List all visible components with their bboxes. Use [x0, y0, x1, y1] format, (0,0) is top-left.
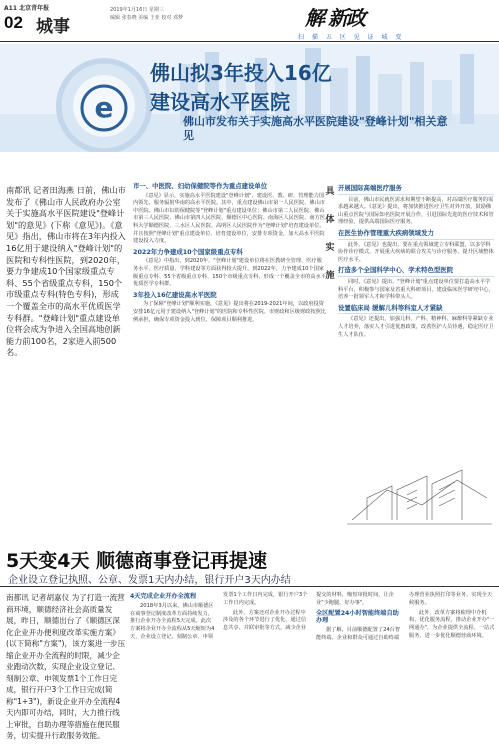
- lead-headline-line1: 佛山拟3年投入16亿: [150, 61, 332, 85]
- right-section-text: 同时，《意见》提出，"登峰计划"重点建设单位要打造高水平学科平台，积极参与国家及省重大科研项目，建设临床医学研究中心，培养一批领军人才和学科带头人。: [338, 278, 494, 301]
- vertical-label-char: 体: [325, 215, 335, 225]
- second-intro: 南都讯 记者胡嘉仪 为了打造一流营商环境，顺德经济社会高质量发展，昨日，顺德出台了《顺德区深化企业开办便利度改革实施方案》(以下简称"方案")，该方案进一步压缩企业开办全流程的时限，减少企业跑动次数，实现企业设立登记、刻制公章、申领发票1个工作日完成，银行开户3个工作日完成(简称"1+3")，新设企业开办全流程4天内即可办结，同时，大力推行线上审批，自助办理等措施在便民服务，切实提升行政服务效能。: [6, 593, 126, 740]
- mid-section-text: 为了保障"登峰计划"顺利实施，《意见》提出将在2019-2021年间，以政府投资安排16亿元用于建设纳入"登峰计划"的医院和专科性医院。市财政和区级财政按照比例承担，确保专项资金投入到位，保障项目顺利推进。: [133, 301, 326, 323]
- page-number: 02: [4, 13, 23, 32]
- issue-meta: [110, 6, 250, 22]
- newspaper-brand: A11 北京青年报: [4, 5, 50, 12]
- right-section-title: 打造多个全国科学中心、学术特色型医院: [338, 267, 494, 277]
- second-body-columns: [130, 592, 495, 742]
- lead-headline-line2: 建设高水平医院: [150, 90, 290, 114]
- right-section-title: 在医生协作管理重大疾病领域发力: [338, 230, 494, 240]
- issue-editors: 编辑 张春晓 美编 王亚 校对 邓梦: [110, 15, 183, 21]
- second-section-text: 2018年3月以来，佛山市顺德区在商事登记制度改革方面持续发力，推行企业开办全流程5天完成。此次方案将企业开办全流程从5天缩短为4天，企业设立登记、刻制公章、申领发票1个工作日内完成，银行开户3个工作日内完成。: [130, 592, 308, 640]
- right-section-text: 目前，佛山市民就医需求和期望不断提高，对高端医疗服务的需求越来越大。《意见》提出，将加快推进医疗卫生对外开放，鼓励佛山重点医院与国际知名医院开展合作，引进国际先进的医疗技术和管理经验，提供高端国际医疗服务。: [338, 196, 494, 226]
- issue-date: 2019年1月16日 星期三: [110, 7, 164, 13]
- lead-middle-column: [133, 180, 326, 326]
- column-slogan: 扫 描 五 区 见 证 城 变: [298, 34, 405, 41]
- right-section-title: 设置临床局 缓解儿科等科室人才紧缺: [338, 305, 494, 315]
- vertical-label-char: 施: [325, 271, 335, 281]
- second-subtitle: 企业设立登记执照、公章、发票1天内办结，银行开户3天内办结: [8, 575, 291, 586]
- second-section-title: 全区配置24小时智能终端自助办理: [316, 609, 399, 625]
- column-logo: 解 新政: [305, 6, 364, 30]
- page-header: [0, 0, 499, 42]
- vertical-label-char: 实: [325, 243, 335, 253]
- lead-intro: 南都讯 记者田海燕 日前，佛山市发布了《佛山市人民政府办公室关于实施高水平医院建设"登峰计划"的意见》(下称《意见》)。《意见》指出，佛山市将在3年内投入16亿用于建设纳入"登峰计划"的医院和专科性医院，到2020年，要力争建成10个国家级重点专科、55个省级重点专科，150个市级重点专科(特色专科)，形成一个覆盖全市的高水平优质医学专科群。"登峰计划"重点建设单位将会成为争进入全国高地创新能力前100名，2家进入前500名。: [6, 185, 126, 358]
- right-section-text: 此外，《意见》也提出，要在重点领域建立专科联盟，以多学科协作诊疗模式，开展重大疾病的联合攻关与诊疗服务，提升区域整体医疗水平。: [338, 241, 494, 263]
- mid-section-text: 《意见》显示，实施高水平医院建设"登峰计划"，建设医、教、研、管理能力国内领先、服务辐射华南的高水平医院。其中，重点建设佛山市第一人民医院、佛山市中医院、佛山市妇幼保健院等"登峰计划"重点建设单位；佛山市第二人民医院、佛山市第三人民医院、佛山市第四人民医院、顺德区中心医院、南海区人民医院、南方医科大学顺德医院、三水区人民医院、高明区人民医院作为"登峰计划"培育建设单位。并且按照"登峰计划"重点建设单位、培育建设单位，安排专项资金，加大高水平医院建设投入力度。: [133, 192, 325, 245]
- vertical-label: [323, 185, 337, 297]
- header-rule: [0, 41, 499, 42]
- right-section-title: 开展国际高端医疗服务: [338, 185, 494, 195]
- second-section-text: 据了解，目前顺德配置了24台智能终端，企业和群众可通过自助终端办理营业执照打印等业务，实现全天候服务。: [316, 592, 493, 641]
- svg-text:e: e: [94, 91, 114, 124]
- lead-right-column: [338, 182, 494, 341]
- second-rule: [0, 586, 499, 587]
- second-headline: 5天变4天 顺德商事登记再提速: [6, 550, 268, 572]
- mid-section-text: 《意见》中指出，到2020年，"登峰计划"建设单位将在医教研全管理、医疗服务水平、医疗质量、学科建设等方面获得较大提升。到2022年，力争建成10个国家级重点专科、55个省级重点专科、150个市级重点专科，形成一个覆盖全市的高水平优质医学专科群。: [133, 258, 326, 288]
- hospital-e-logo-icon: [80, 84, 128, 132]
- right-section-text: 《意见》还提出，加强儿科、产科、精神科、麻醉科等紧缺专业人才培养，落实人才引进优惠政策，改善医护人员待遇，稳定医疗卫生人才队伍。: [338, 316, 494, 338]
- mid-section-title: 市一、中医院、妇幼保健院等作为重点建设单位: [133, 182, 268, 190]
- building-sketch-illustration: [347, 450, 492, 530]
- mid-section-title: 3年投入16亿建设高水平医院: [133, 290, 217, 299]
- section-title: 城事: [36, 17, 70, 37]
- mid-section-title: 2022年力争建成10个国家级重点专科: [133, 247, 243, 256]
- vertical-label-char: 具: [325, 187, 335, 197]
- lead-subtitle: 佛山市发布关于实施高水平医院建设"登峰计划"相关意见: [183, 115, 448, 142]
- second-section-title: 4天完成企业开办全流程: [130, 593, 197, 600]
- second-section-text: 此外，方案还对企业开办过程中涉及的各个环节进行了优化，通过信息共享、并联审批等方式，减少企业提交的材料，缩短审批时间，让企业"少跑腿、好办事"。: [223, 592, 394, 632]
- second-section-text: 此外，改革方案将梳理中介机构、优化服务流程，推动企业开办"一网通办"，为企业提供全流程、一站式服务，进一步优化顺德营商环境。: [409, 609, 495, 639]
